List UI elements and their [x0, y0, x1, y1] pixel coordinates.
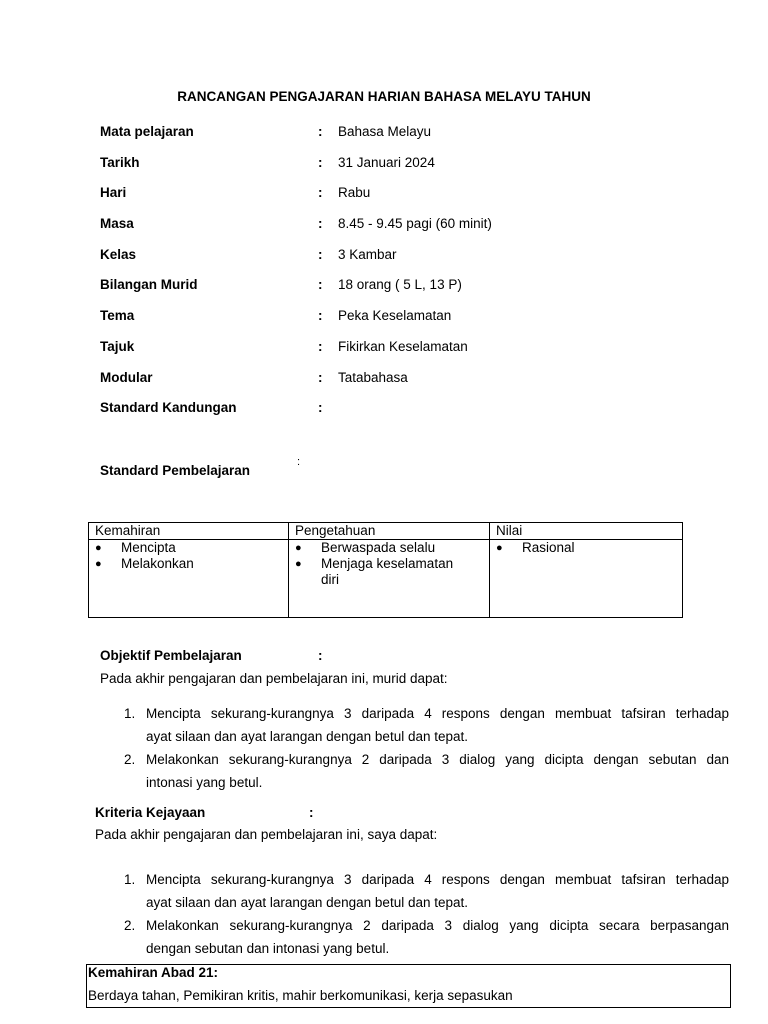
field-colon: :: [297, 456, 301, 468]
list-item-text: intonasi yang betul.: [146, 775, 263, 790]
abad21-text: Berdaya tahan, Pemikiran kritis, mahir berkomunikasi, kerja sepasukan: [88, 988, 513, 1003]
list-number: 2.: [124, 918, 136, 933]
list-item: [496, 540, 682, 556]
table-cell-nilai: [490, 540, 683, 618]
field-colon: :: [318, 124, 323, 139]
field-value-day: Rabu: [338, 185, 371, 200]
section-heading-kriteria: Kriteria Kejayaan: [95, 805, 206, 820]
list-item: [95, 556, 288, 572]
table-cell-kemahiran: [89, 540, 289, 618]
section-intro: Pada akhir pengajaran dan pembelajaran ini, murid dapat:: [100, 671, 448, 686]
table-cell-pengetahuan: [289, 540, 490, 618]
field-value-date: 31 Januari 2024: [338, 155, 435, 170]
list-item-text: Mencipta sekurang-kurangnya 3 daripada 4 respons dengan membuat tafsiran terhadap: [146, 872, 729, 887]
list-item-text: Melakonkan sekurang-kurangnya 2 daripada 3 dialog yang dicipta secara berpasangan: [146, 918, 729, 933]
bullet-icon: ●: [95, 558, 102, 570]
list-item: [95, 540, 288, 556]
field-colon: :: [318, 247, 323, 262]
list-item: [295, 540, 489, 556]
field-value-students: 18 orang ( 5 L, 13 P): [338, 277, 462, 292]
table-header-pengetahuan: Pengetahuan: [289, 523, 490, 540]
section-intro: Pada akhir pengajaran dan pembelajaran ini, saya dapat:: [95, 827, 438, 842]
field-label-module: Modular: [100, 370, 153, 385]
section-colon: :: [309, 805, 314, 820]
list-item-text: Mencipta: [121, 540, 176, 555]
list-item-text: dengan sebutan dan intonasi yang betul.: [146, 941, 390, 956]
field-label-time: Masa: [100, 216, 134, 231]
field-label-theme: Tema: [100, 308, 135, 323]
table-header-kemahiran: Kemahiran: [89, 523, 289, 540]
bullet-icon: ●: [295, 558, 302, 570]
bullet-icon: ●: [295, 542, 302, 554]
list-item: [295, 556, 489, 588]
list-item-text: Rasional: [522, 540, 575, 555]
page-title: RANCANGAN PENGAJARAN HARIAN BAHASA MELAYU TAHUN: [177, 89, 591, 104]
list-number: 1.: [124, 872, 136, 887]
list-item-text: Melakonkan: [121, 556, 194, 571]
list-item-text: ayat silaan dan ayat larangan dengan betul dan tepat.: [146, 729, 469, 744]
list-number: 1.: [124, 706, 136, 721]
field-label-date: Tarikh: [100, 155, 140, 170]
section-colon: :: [318, 648, 323, 663]
field-colon: :: [318, 400, 323, 415]
field-colon: :: [318, 216, 323, 231]
field-value-topic: Fikirkan Keselamatan: [338, 339, 468, 354]
field-colon: :: [318, 277, 323, 292]
list-item-text: ayat silaan dan ayat larangan dengan betul dan tepat.: [146, 895, 469, 910]
bullet-icon: ●: [95, 542, 102, 554]
table-header-nilai: Nilai: [490, 523, 683, 540]
field-value-subject: Bahasa Melayu: [338, 124, 432, 139]
field-label-learning-standard: Standard Pembelajaran: [100, 463, 251, 478]
field-colon: :: [318, 185, 323, 200]
list-item-text: Berwaspada selalu: [321, 540, 436, 555]
abad21-heading: Kemahiran Abad 21:: [88, 965, 219, 980]
field-label-students: Bilangan Murid: [100, 277, 198, 292]
list-item-text: Melakonkan sekurang-kurangnya 2 daripada 3 dialog yang dicipta dengan sebutan dan: [146, 752, 729, 767]
field-colon: :: [318, 308, 323, 323]
bullet-icon: ●: [496, 542, 503, 554]
skills-table: [88, 522, 683, 618]
field-label-topic: Tajuk: [100, 339, 135, 354]
field-label-content-standard: Standard Kandungan: [100, 400, 237, 415]
field-value-theme: Peka Keselamatan: [338, 308, 452, 323]
field-label-subject: Mata pelajaran: [100, 124, 194, 139]
section-heading-objektif: Objektif Pembelajaran: [100, 648, 242, 663]
field-colon: :: [318, 155, 323, 170]
field-value-class: 3 Kambar: [338, 247, 397, 262]
list-number: 2.: [124, 752, 136, 767]
field-value-module: Tatabahasa: [338, 370, 408, 385]
field-label-class: Kelas: [100, 247, 137, 262]
field-label-day: Hari: [100, 185, 127, 200]
field-colon: :: [318, 339, 323, 354]
field-value-time: 8.45 - 9.45 pagi (60 minit): [338, 216, 492, 231]
abad21-box: [86, 964, 731, 1008]
list-item-text: Mencipta sekurang-kurangnya 3 daripada 4 respons dengan membuat tafsiran terhadap: [146, 706, 729, 721]
field-colon: :: [318, 370, 323, 385]
list-item-text: Menjaga keselamatan diri: [321, 556, 454, 587]
